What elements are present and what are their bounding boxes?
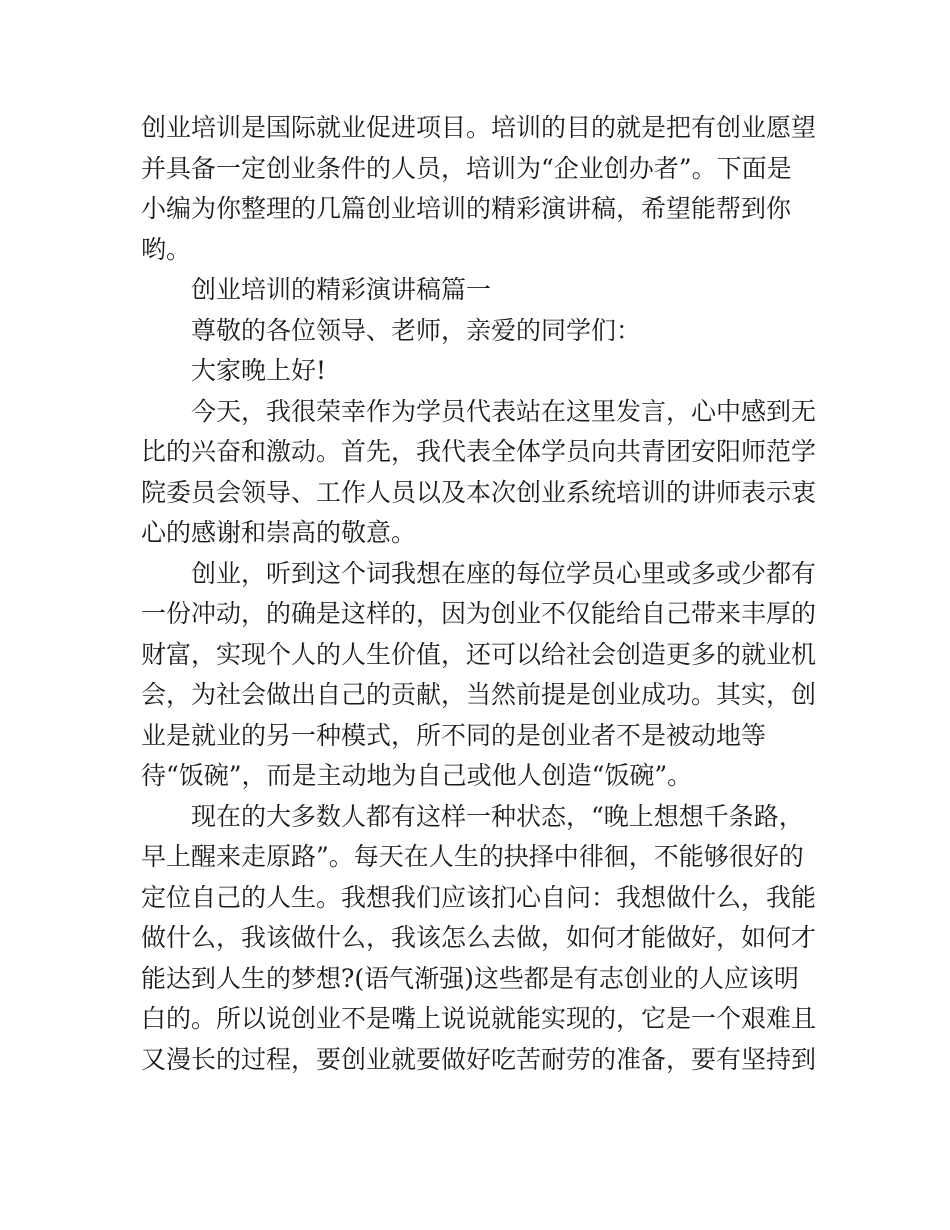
text-line: 创业培训是国际就业促进项目。培训的目的就是把有创业愿望 [141, 113, 817, 142]
text-line: 哟。 [141, 234, 192, 264]
text-line: 做什么，我该做什么，我该怎么去做，如何才能做好，如何才 [141, 923, 817, 952]
text-line: 心的感谢和崇高的敬意。 [141, 518, 417, 547]
text-line: 今天，我很荣幸作为学员代表站在这里发言，心中感到无 [191, 396, 817, 426]
text-line: 现在的大多数人都有这样一种状态，“晚上想想千条路， [191, 801, 804, 831]
text-line: 院委员会领导、工作人员以及本次创业系统培训的讲师表示衷 [141, 477, 817, 507]
text-line: 白的。所以说创业不是嘴上说说就能实现的，它是一个艰难且 [141, 1004, 817, 1033]
text-line: 会，为社会做出自己的贡献，当然前提是创业成功。其实，创 [141, 680, 817, 709]
text-line: 大家晚上好! [191, 356, 327, 385]
text-line: 并具备一定创业条件的人员，培训为“企业创办者”。下面是 [141, 153, 792, 183]
text-line: 比的兴奋和激动。首先，我代表全体学员向共青团安阳师范学 [141, 437, 817, 466]
text-line: 尊敬的各位领导、老师，亲爱的同学们： [191, 315, 642, 345]
text-line: 一份冲动，的确是这样的，因为创业不仅能给自己带来丰厚的 [141, 599, 817, 628]
document-body [141, 108, 821, 1080]
text-line: 又漫长的过程，要创业就要做好吃苦耐劳的准备，要有坚持到 [141, 1044, 817, 1074]
text-line: 待“饭碗”，而是主动地为自己或他人创造“饭碗”。 [141, 761, 693, 790]
text-line: 创业培训的精彩演讲稿篇一 [191, 275, 492, 304]
text-line: 创业，听到这个词我想在座的每位学员心里或多或少都有 [191, 558, 817, 588]
text-line: 定位自己的人生。我想我们应该扪心自问：我想做什么，我能 [141, 882, 817, 912]
text-line: 业是就业的另一种模式，所不同的是创业者不是被动地等 [141, 720, 767, 750]
text-line: 小编为你整理的几篇创业培训的精彩演讲稿，希望能帮到你 [141, 194, 792, 223]
text-line: 早上醒来走原路”。每天在人生的抉择中徘徊，不能够很好的 [141, 842, 804, 871]
text-line: 财富，实现个人的人生价值，还可以给社会创造更多的就业机 [141, 639, 817, 669]
text-line: 能达到人生的梦想?(语气渐强)这些都是有志创业的人应该明 [141, 963, 799, 993]
